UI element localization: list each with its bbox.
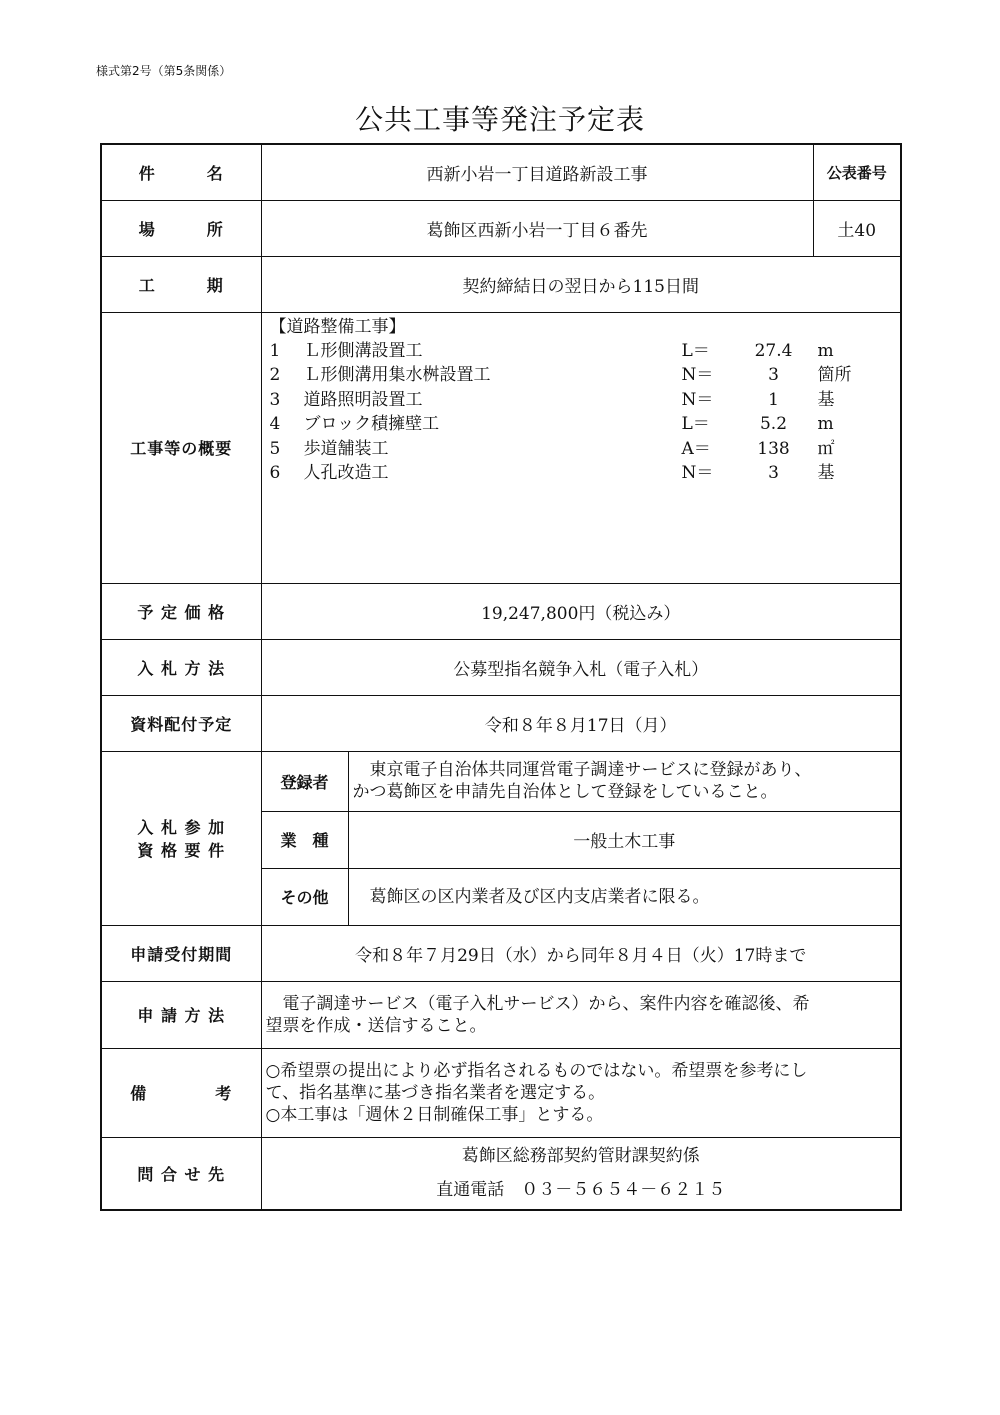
item-unit: 箇所 xyxy=(817,365,852,385)
item-quantity: 5.2 xyxy=(759,414,788,434)
row-application-period xyxy=(101,925,901,981)
qualification-label xyxy=(101,751,261,925)
item-number: 4 xyxy=(269,414,281,434)
project-name-value: 西新小岩一丁目道路新設工事 xyxy=(261,144,813,200)
item-quantity: 3 xyxy=(768,365,779,385)
application-method-line2: 望票を作成・送信すること。 xyxy=(265,1015,487,1036)
row-application-method xyxy=(101,981,901,1048)
overview-label: 工事等の概要 xyxy=(101,312,261,583)
overview-content xyxy=(261,312,901,583)
period-label: 工 期 xyxy=(101,256,261,312)
location-value: 葛飾区西新小岩一丁目６番先 xyxy=(261,200,813,256)
overview-item xyxy=(270,339,901,364)
contact-label: 問 合 せ 先 xyxy=(101,1137,261,1210)
registrant-line2: かつ葛飾区を申請先自治体として登録をしていること。 xyxy=(352,782,778,802)
row-estimated-price xyxy=(101,583,901,639)
application-method-line1: 電子調達サービス（電子入札サービス）から、案件内容を確認後、希 xyxy=(265,993,810,1014)
overview-item xyxy=(270,412,901,437)
item-symbol: A＝ xyxy=(681,438,711,459)
item-quantity: 1 xyxy=(768,389,779,410)
location-label: 場 所 xyxy=(101,200,261,256)
row-location xyxy=(101,200,901,256)
item-name: 人孔改造工 xyxy=(303,463,389,483)
item-unit: ㎡ xyxy=(817,438,835,459)
period-value: 契約締結日の翌日から115日間 xyxy=(261,256,901,312)
remarks-label: 備 考 xyxy=(101,1048,261,1137)
item-number: 1 xyxy=(269,340,281,361)
document-distribution-label: 資料配付予定 xyxy=(101,695,261,751)
item-name: 道路照明設置工 xyxy=(303,389,423,410)
item-number: 3 xyxy=(269,389,281,410)
estimated-price-label: 予 定 価 格 xyxy=(101,583,261,639)
remarks-line1: ○希望票の提出により必ず指名されるものではない。希望票を参考にし xyxy=(265,1060,808,1081)
row-overview xyxy=(101,312,901,583)
item-number: 2 xyxy=(269,365,281,385)
overview-item xyxy=(270,363,901,388)
row-contact xyxy=(101,1137,901,1210)
remarks-value xyxy=(261,1048,901,1137)
row-period xyxy=(101,256,901,312)
application-method-label: 申 請 方 法 xyxy=(101,981,261,1048)
contact-department: 葛飾区総務部契約管財課契約係 xyxy=(461,1146,700,1167)
overview-item xyxy=(270,437,901,462)
qualification-label-line2: 資 格 要 件 xyxy=(137,841,226,860)
item-unit: m xyxy=(817,414,834,434)
item-name: Ｌ形側溝用集水桝設置工 xyxy=(303,365,491,385)
estimated-price-value: 19,247,800円（税込み） xyxy=(261,583,901,639)
row-project-name xyxy=(101,144,901,200)
bidding-method-value: 公募型指名競争入札（電子入札） xyxy=(261,639,901,695)
item-unit: 基 xyxy=(817,389,835,410)
item-symbol: N＝ xyxy=(681,365,714,385)
item-unit: m xyxy=(817,340,834,361)
order-schedule-table xyxy=(100,143,902,1211)
item-number: 5 xyxy=(269,438,281,459)
contact-value xyxy=(261,1137,901,1210)
item-name: ブロック積擁壁工 xyxy=(303,414,440,434)
registrant-value xyxy=(348,751,901,811)
qualification-label-line1: 入 札 参 加 xyxy=(137,818,226,837)
registrant-label: 登録者 xyxy=(261,751,348,811)
application-period-value: 令和８年７月29日（水）から同年８月４日（火）17時まで xyxy=(261,925,901,981)
publication-number-value: 土40 xyxy=(813,200,901,256)
contact-phone: 直通電話 ０３－５６５４－６２１５ xyxy=(436,1180,726,1201)
item-quantity: 3 xyxy=(768,463,779,483)
overview-item xyxy=(270,388,901,413)
item-quantity: 27.4 xyxy=(754,340,793,361)
overview-item xyxy=(270,461,901,486)
item-symbol: N＝ xyxy=(681,389,714,410)
other-value: 葛飾区の区内業者及び区内支店業者に限る。 xyxy=(348,868,901,925)
row-bidding-method xyxy=(101,639,901,695)
item-unit: 基 xyxy=(817,463,835,483)
application-period-label: 申請受付期間 xyxy=(101,925,261,981)
overview-heading: 【道路整備工事】 xyxy=(269,316,406,337)
item-symbol: L＝ xyxy=(681,414,710,434)
other-label: その他 xyxy=(261,868,348,925)
item-symbol: L＝ xyxy=(681,340,710,361)
item-name: Ｌ形側溝設置工 xyxy=(303,340,423,361)
registrant-line1: 東京電子自治体共同運営電子調達サービスに登録があり、 xyxy=(352,760,812,780)
remarks-line3: ○本工事は「週休２日制確保工事」とする。 xyxy=(265,1104,604,1125)
project-name-label: 件 名 xyxy=(101,144,261,200)
application-method-value xyxy=(261,981,901,1048)
document-distribution-value: 令和８年８月17日（月） xyxy=(261,695,901,751)
remarks-line2: て、指名基準に基づき指名業者を選定する。 xyxy=(265,1082,606,1103)
bidding-method-label: 入 札 方 法 xyxy=(101,639,261,695)
row-qualification-registrant xyxy=(101,751,901,811)
industry-label: 業 種 xyxy=(261,811,348,868)
item-number: 6 xyxy=(269,463,281,483)
item-symbol: N＝ xyxy=(681,463,714,483)
row-remarks xyxy=(101,1048,901,1137)
page-title: 公共工事等発注予定表 xyxy=(354,103,645,136)
industry-value: 一般土木工事 xyxy=(348,811,901,868)
publication-number-label: 公表番号 xyxy=(813,144,901,200)
form-number: 様式第2号（第5条関係） xyxy=(96,64,232,78)
row-document-distribution xyxy=(101,695,901,751)
item-name: 歩道舗装工 xyxy=(303,438,389,459)
item-quantity: 138 xyxy=(757,438,790,459)
